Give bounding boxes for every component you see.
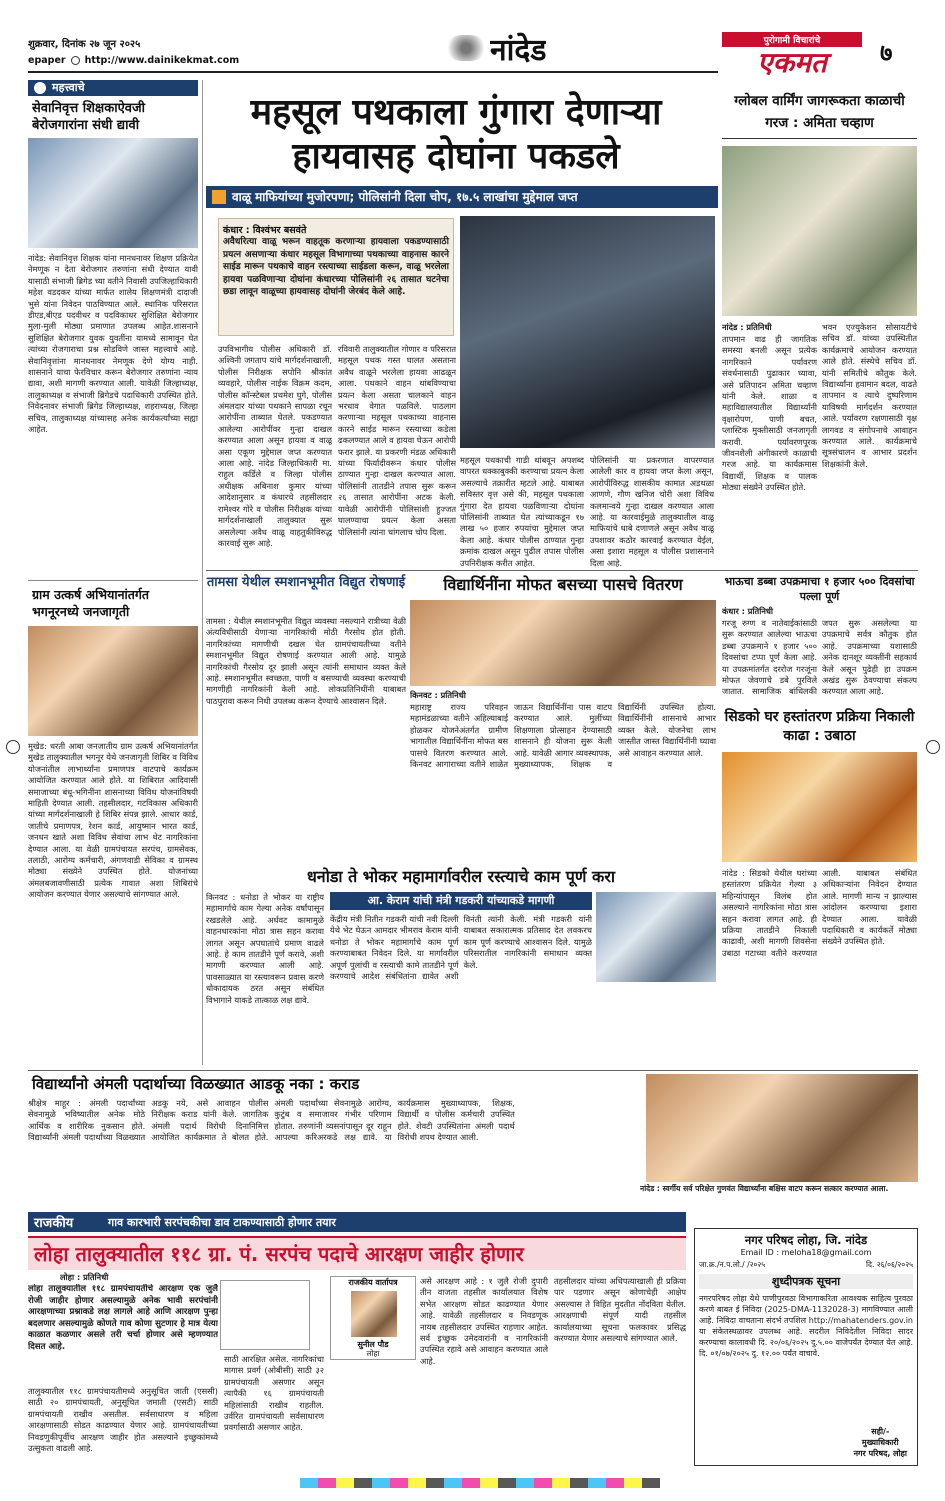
- rajkiya-intro: लोहा तालुक्यातील ११८ ग्रामपंचायतीचे आरक्षण एक जुलै रोजी जाहीर होणार असल्यामुळे अनेक भावी सरपंचांनी आरक्षणाच्या प्रश्नाकडे लक्ष लागले आहे आणि आरक्षण पुन्हा बदलणार असल्यामुळे कोणते गाव कोणा सुटणार हे मात्र येत्या काळात कळणार असले तरी चर्चा होणार असे म्हणण्यात दिसत आहे.: [28, 1284, 218, 1352]
- cidco-body: नांदेड : सिडको येथील घरांच्या हस्तांतरण प्रक्रियेत गेल्या ३ महिन्यांपासून विलंब होत असल्याने नागरिकांना मोठा त्रास सहन करावा लागत आहे. ही प्रक्रिया तातडीने निकाली काढावी, अशी मागणी शिवसेना उबाठा गटाच्या वतीने करण्यात आली. याबाबत संबंधित अधिकाऱ्यांना निवेदन देण्यात आले. मागणी मान्य न झाल्यास आंदोलन करण्याचा इशारा देण्यात आला. यावेळी पदाधिकारी व कार्यकर्ते मोठ्या संख्येने उपस्थित होते.: [722, 868, 917, 958]
- rajkiya-strip: [28, 1212, 686, 1232]
- students-story: [410, 574, 716, 862]
- notice-email: Email ID : meloha18@gmail.com: [740, 1248, 872, 1257]
- reporter-label: राजकीय वार्तापत्र: [348, 1278, 398, 1287]
- page-number: ७: [880, 39, 893, 67]
- left-story2-photo: [28, 626, 198, 736]
- lead-intro-box: [218, 218, 454, 336]
- students-title: विद्यार्थिनींना मोफत बसच्या पासचे वितरण: [443, 575, 683, 594]
- cidco-title: सिडको घर हस्तांतरण प्रक्रिया निकाली काढा : उबाठा: [724, 709, 915, 744]
- masthead-date: शुक्रवार, दिनांक २७ जून २०२५: [28, 39, 141, 50]
- right-top-story: [722, 90, 917, 555]
- cartoon-illustration: [220, 1280, 310, 1350]
- notice-sign2: मुख्याधिकारी: [861, 1438, 899, 1447]
- tamsa-title: तामसा येथील स्मशानभूमीत विद्युत रोषणाई: [206, 575, 406, 590]
- drugs-title: विद्यार्थ्यांनो अंमली पदार्थाच्या विळख्यात आडकू नका : कराड: [32, 1075, 360, 1093]
- rajkiya-tagline: गाव कारभारी सरपंचकीचा डाव टाकण्यासाठी होणार तयार: [108, 1216, 336, 1229]
- rajkiya-body3: असे आरक्षण आहे : १ जुलै रोजी दुपारी तीन वाजता तहसील कार्यालयात विशेष सभेत आरक्षण सोडत काढण्यात येणार आहे. यावेळी तहसीलदार व निवडणूक नायब तहसीलदार उपस्थित राहणार आहेत. सर्व इच्छुक उमेदवारांनी व नागरिकांनी उपस्थित रहावे असे आवाहन करण्यात आले आहे.: [420, 1276, 548, 1366]
- circle-arrow-icon: [34, 82, 46, 94]
- row2-rule: [206, 570, 918, 571]
- edition-name: नांदेड: [490, 33, 547, 68]
- brand-name: एकमत: [757, 46, 827, 79]
- students-photo: [410, 600, 716, 686]
- right-top-photo: [722, 146, 917, 316]
- gadkari-body: केंद्रीय मंत्री नितीन गडकरी यांची नवी दिल्ली येथे भेट घेऊन आमदार भीमराव केराम यांनी धनोडा ते भोकर महामार्गाचे काम पूर्ण करण्याबाबत निवेदन दिले. या मार्गावरील अपूर्ण पुलांची व रस्त्याची कामे तातडीने पूर्ण करण्याचे आदेश संबंधितांना द्यावेत अशी विनंती त्यांनी केली. मंत्री गडकरी यांनी याबाबत सकारात्मक प्रतिसाद देत लवकरच काम पूर्ण करण्याचे आश्वासन दिले. यामुळे परिसरातील नागरिकांनी समाधान व्यक्त केले.: [330, 914, 592, 982]
- masthead-emblem: [447, 35, 485, 61]
- rajkiya-dateline: लोहा : प्रतिनिधी: [60, 1272, 109, 1282]
- notice-sign3: नगर परिषद, लोहा: [853, 1449, 907, 1458]
- tender-notice: [694, 1228, 918, 1466]
- road-story: [206, 866, 716, 1066]
- lead-subhead-marker: [212, 190, 226, 204]
- lead-subhead: [206, 186, 718, 208]
- students-body: महाराष्ट्र राज्य परिवहन महामंडळाच्या वतीने अहिल्याबाई होळकर योजनेअंतर्गत ग्रामीण भागातील विद्यार्थिनींना मोफत बस पासचे वितरण करण्यात आले. किनवट आगाराच्या वतीने शाळेत जाऊन विद्यार्थिनींना पास वाटप करण्यात आले. मुलींच्या शिक्षणाला प्रोत्साहन देण्यासाठी शासनाने ही योजना सुरू केली आहे. यावेळी आगार व्यवस्थापक, मुख्याध्यापक, शिक्षक व विद्यार्थिनी उपस्थित होत्या. विद्यार्थिनींनी शासनाचे आभार व्यक्त केले. योजनेचा लाभ जास्तीत जास्त विद्यार्थिनींनी घ्यावा असे आवाहन करण्यात आले.: [410, 702, 716, 770]
- cycle-photo: [646, 1074, 918, 1182]
- rajkiya-headline-box: [28, 1236, 686, 1270]
- lead-dateline: कंधार : विश्वंभर बसवंते: [223, 225, 307, 236]
- bhau-dateline: कंधार : प्रतिनिधी: [722, 606, 774, 616]
- left-divider: [28, 580, 198, 581]
- bhau-title: भाऊचा डब्बा उपक्रमाचा १ हजार ५०० दिवसांचा पल्ला पूर्ण: [724, 575, 915, 603]
- row3-rule: [28, 1070, 918, 1071]
- notice-org: नगर परिषद लोहा, जि. नांदेड: [744, 1233, 868, 1247]
- drugs-body: श्रीक्षेत्र माहूर : अंमली पदार्थांच्या सेवनामुळे भविष्यातील अनेक मोठे आर्थिक व शारीरिक नुकसान होते. विद्यार्थ्यांनी अंमली पदार्थांच्या विळख्यात अडकू नये, असे आवाहन पोलीस निरीक्षक कराड यांनी केले. जागतिक अंमली पदार्थ विरोधी दिनानिमित्त आयोजित कार्यक्रमात ते बोलत होते. अंमली पदार्थांच्या सेवनामुळे आरोग्य, कुटुंब व समाजावर गंभीर परिणाम होतात. तरुणांनी व्यसनांपासून दूर राहून आपल्या करिअरकडे लक्ष द्यावे. या कार्यक्रमास मुख्याध्यापक, शिक्षक, विद्यार्थी व पोलीस कर्मचारी उपस्थित होते. शेवटी उपस्थितांना अंमली पदार्थ विरोधी शपथ देण्यात आली.: [28, 1098, 515, 1143]
- website-link[interactable]: http://www.dainikekmat.com: [84, 55, 240, 66]
- lead-photo: [460, 216, 715, 448]
- right-top-dateline: नांदेड : प्रतिनिधी: [722, 322, 772, 332]
- left-story2-title: ग्राम उत्कर्ष अभियानांतर्गत भगनूरनध्ये जनजागृती: [32, 587, 150, 619]
- cidco-photo: [722, 752, 917, 862]
- lead-headline: [206, 90, 706, 180]
- notice-sign1: सही/-: [871, 1427, 890, 1436]
- lead-headline-line1: महसूल पथकाला गुंगारा देणाऱ्या: [250, 91, 662, 133]
- color-registration-strip: [300, 1478, 660, 1488]
- brand-logo: [722, 32, 862, 84]
- road-body: किनवट : धनोडा ते भोकर या राष्ट्रीय महामार्गाचे काम गेल्या अनेक वर्षांपासून रखडलेले आहे. अर्धवट कामामुळे वाहनधारकांना मोठा त्रास सहन करावा लागत असून अपघातांचे प्रमाण वाढले आहे. हे काम तातडीने पूर्ण करावे, अशी मागणी करण्यात आली आहे. पावसाळ्यात या रस्त्यावरून प्रवास करणे धोकादायक ठरत असून संबंधित विभागाने याकडे तात्काळ लक्ष द्यावे.: [206, 892, 324, 1005]
- notice-ref-row: [699, 1260, 913, 1270]
- masthead-rule: [28, 71, 718, 73]
- left-column-separator: [202, 80, 203, 1065]
- left-story2-body: मुखेड: धरती आबा जनजातीय ग्राम उत्कर्ष अभियानांतर्गत मुखेड तालुक्यातील भगनूर येथे जनजागृती शिबिर व विविध योजनांतील लाभार्थ्यांना प्रमाणपत्र वाटपाचे कार्यक्रम आयोजित करण्यात आले होते. या शिबिरात आदिवासी समाजाच्या बंधू-भगिनींना शासनाच्या विविध योजनांविषयी माहिती देण्यात आली. तहसीलदार, गटविकास अधिकारी यांच्या मार्गदर्शनाखाली हे शिबिर संपन्न झाले. आधार कार्ड, जातीचे प्रमाणपत्र, रेशन कार्ड, आयुष्मान भारत कार्ड, जनधन खाते अशा विविध सेवांचा लाभ थेट नागरिकांना देण्यात आला. या वेळी ग्रामपंचायत सरपंच, ग्रामसेवक, तलाठी, आरोग्य कर्मचारी, अंगणवाडी सेविका व ग्रामस्थ मोठ्या संख्येने उपस्थित होते. योजनांच्या अंमलबजावणीसाठी प्रत्येक गावात अशा शिबिरांचे आयोजन करण्यात येणार असल्याचे सांगण्यात आले.: [28, 741, 198, 900]
- epaper-label: epaper: [28, 55, 66, 66]
- reporter-photo: [351, 1291, 397, 1337]
- bhau-body: गरजू रुग्ण व नातेवाईकांसाठी सुरू करण्यात आलेल्या भाऊचा डब्बा उपक्रमाने १ हजार ५०० दिवसांचा टप्पा पूर्ण केला आहे. या उपक्रमांतर्गत दररोज गरजूंना मोफत जेवणाचे डबे पुरविले जातात. सामाजिक बांधिलकी जपत सुरू असलेल्या या उपक्रमाचे सर्वत्र कौतुक होत आहे. उपक्रमाच्या यशासाठी अनेक दानशूर व्यक्तींनी सहकार्य केले असून पुढेही हा उपक्रम अखंड सुरू ठेवण्याचा संकल्प करण्यात आला आहे.: [722, 618, 917, 697]
- rajkiya-body1: तालुक्यातील ११८ ग्रामपंचायतीमध्ये अनुसूचित जाती (एससी) साठी २० ग्रामपंचायती, अनुसूचित जमाती (एसटी) साठी ग्रामपंचायती राखीव असतील. सर्वसाधारण व महिला आरक्षणासाठी सोडत काढण्यात येणार आहे. ग्रामपंचायतीच्या निवडणुकीपूर्वीच आरक्षण जाहीर होत असल्याने इच्छुकांमध्ये उत्सुकता वाढली आहे.: [28, 1386, 218, 1454]
- lead-body-col2: रविवारी तालुक्यातील गोणार व परिसरात महसूल पथक गस्त घालत असताना अवैध वाळूने भरलेला हायवा आढळून आला. पथकाने वाहन थांबविण्याचा प्रयत्न केला असता चालकाने वाहन भरधाव वेगात पळविले. पाठलाग करणाऱ्या महसूल पथकाच्या वाहनास कारने साईड मारून रस्त्याच्या कडेला ढकलण्यात आले व हायवा घेऊन आरोपी फरार झाले. या प्रकरणी मंडळ अधिकारी यांच्या फिर्यादीवरून कंधार पोलीस ठाण्यात गुन्हा दाखल करण्यात आला. पोलिसांनी तातडीने तपास सुरू करून २६ तासात आरोपींना अटक केली. यावेळी आरोपींनी पोलिसांशी हुज्जत घालण्याचा प्रयत्न केला असता पोलिसांनी त्यांना चांगलाच चोप दिला.: [338, 344, 456, 537]
- notice-signature: [854, 1426, 907, 1459]
- drugs-story: [28, 1074, 638, 1202]
- reporter-box: [330, 1276, 416, 1360]
- road-title: धनोडा ते भोकर महामार्गावरील रस्त्याचे काम पूर्ण करा: [306, 867, 616, 886]
- students-dateline: किनवट : प्रतिनिधी: [410, 690, 466, 700]
- cycle-caption: नांदेड : स्वर्गीय सर्व परिक्षेत गुणवंत विद्यार्थ्यांना बक्षिस वाटप करून सत्कार करण्यात आला.: [640, 1184, 889, 1193]
- left-column-header-label: महत्त्वाचे: [52, 81, 85, 94]
- masthead: [0, 0, 945, 88]
- lead-intro: अवैधरित्या वाळू भरून वाहतूक करणाऱ्या हायवाला पकडण्यासाठी प्रयत्न असणाऱ्या कंधार महसूल विभागाच्या पथकाच्या वाहनास कारने साईड मारून पथकाचे वाहन रस्त्याच्या साईडला करून, वाळू भरलेला हायवा पळविणाऱ्या दोघांना कंधारच्या पोलिसांनी २६ तासात घटनेचा छडा लावून वाळूच्या हायवासह दोघांनी जेरबंद केले आहे.: [223, 237, 449, 297]
- left-column-header: [28, 80, 198, 96]
- left-column: [28, 80, 198, 1060]
- masthead-url-row[interactable]: [28, 55, 288, 66]
- registration-mark-right: [926, 740, 940, 754]
- left-story1-photo: [28, 138, 198, 248]
- notice-title: शुध्दीपत्रक सूचना: [699, 1274, 913, 1289]
- lead-body-col3: महसूल पथकाची गाडी थांबवून अपशब्द वापरत धक्काबुक्की करण्याचा प्रयत्न केला असल्याचे तक्रारीत म्हटले आहे. याबाबत सविस्तर वृत्त असे की, महसूल पथकाला गुंगारा देत हायवा पळविणाऱ्या दोघांना पोलिसांनी ताब्यात घेत त्यांच्याकडून १७ लाख ५० हजार रुपयांचा मुद्देमाल जप्त केला आहे. कंधार पोलीस ठाण्यात गुन्हा क्रमांक दाखल असून पुढील तपास पोलीस उपनिरीक्षक करीत आहेत.: [460, 455, 584, 567]
- gadkari-photo: [596, 892, 716, 982]
- right-top-col1: तापमान वाढ ही जागतिक समस्या बनली असून प्रत्येक नागरिकाने पर्यावरण संवर्धनासाठी पुढाकार घ्यावा, असे प्रतिपादन अमिता चव्हाण यांनी केले. शाळा व महाविद्यालयातील विद्यार्थ्यांनी वृक्षारोपण, पाणी बचत, प्लास्टिक मुक्तीसाठी जनजागृती करावी. पर्यावरणपूरक जीवनशैली अंगीकारणे काळाची गरज आहे. या कार्यक्रमास विद्यार्थी, शिक्षक व पालक मोठ्या संख्येने उपस्थित होते.: [722, 334, 817, 493]
- rajkiya-label: राजकीय: [34, 1216, 74, 1231]
- lead-body-col4: पोलिसांनी या प्रकरणात वापरण्यात आलेली कार व हायवा जप्त केला असून, आरोपींविरुद्ध शासकीय कामात अडथळा आणणे, गौण खनिज चोरी अशा विविध कलमान्वये गुन्हा दाखल करण्यात आला आहे. या कारवाईमुळे तालुक्यातील वाळू माफियांचे धाबे दणाणले असून अवैध वाळू उपशावर कठोर कारवाई करण्यात येईल, असा इशारा महसूल व पोलीस प्रशासनाने दिला आहे.: [590, 455, 714, 567]
- lead-subhead-text: वाळू माफियांच्या मुजोरपणा; पोलिसांनी दिला चोप, १७.५ लाखांचा मुद्देमाल जप्त: [232, 190, 578, 204]
- cidco-story: [722, 708, 917, 1066]
- right-top-col2: भवन एज्युकेशन सोसायटीचे सचिव डॉ. यांच्या उपस्थितीत कार्यक्रमाचे आयोजन करण्यात आले होते. संस्थेचे सचिव डॉ. यांनी समितीचे कौतुक केले. विद्यार्थ्यांना हवामान बदल, वाढते तापमान व त्याचे दुष्परिणाम याविषयी मार्गदर्शन करण्यात आले. पर्यावरण रक्षणासाठी वृक्ष लागवड व संगोपनाचे आवाहन करण्यात आले. कार्यक्रमाचे सूत्रसंचालन व आभार प्रदर्शन शिक्षकांनी केले.: [822, 322, 917, 469]
- gadkari-title-box: [330, 892, 592, 910]
- reporter-place: लोहा: [366, 1349, 380, 1358]
- lead-body-col1: उपविभागीय पोलीस अधिकारी डॉ. अश्विनी जगताप यांचे मार्गदर्शनाखाली, पोलीस निरीक्षक सपोनि श्रीकांत व्यवहारे, पोलीस नाईक विक्रम कदम, पोलीस कॉन्स्टेबल प्रथमेश घुगे, पोलीस अंमलदार यांच्या पथकाने सापळा रचून आरोपींना ताब्यात घेतले. पकडण्यात आलेल्या आरोपींवर गुन्हा दाखल करण्यात आला असून हायवा व वाळू असा एकूण मुद्देमाल जप्त करण्यात आला आहे. नांदेड जिल्हाधिकारी मा. राहुल कर्डिले व जिल्हा पोलीस अधीक्षक अबिनाश कुमार यांच्या आदेशानुसार व कंधारचे तहसीलदार रामेश्वर गोरे व पोलीस निरीक्षक यांच्या मार्गदर्शनाखाली तालुक्यात सुरू असलेल्या अवैध वाळू वाहतुकीविरुद्ध कारवाई सुरू आहे.: [218, 344, 332, 548]
- reporter-name: सुनील पौड: [357, 1340, 389, 1349]
- rajkiya-headline: लोहा तालुक्यातील ११८ ग्रा. पं. सरपंच पदाचे आरक्षण जाहीर होणार: [34, 1242, 524, 1266]
- right-top-title: ग्लोबल वार्मिंग जागरूकता काळाची गरज : अमिता चव्हाण: [722, 90, 917, 139]
- notice-ref: जा.क्र./न.प.लो./ /२०२५: [699, 1260, 766, 1269]
- tamsa-body: तामसा : येथील स्मशानभूमीत विद्युत व्यवस्था नसल्याने रात्रीच्या वेळी अंत्यविधीसाठी येणाऱ्या नागरिकांची मोठी गैरसोय होत होती. नागरिकांच्या मागणीची दखल घेत ग्रामपंचायतीच्या वतीने स्मशानभूमीत विद्युत रोषणाई करण्यात आली आहे. यामुळे नागरिकांची गैरसोय दूर झाली असून त्यांनी समाधान व्यक्त केले आहे. स्मशानभूमीत स्वच्छता, पाणी व बसण्याची व्यवस्था करण्याची मागणीही नागरिकांनी केली आहे. लोकप्रतिनिधींनी याबाबत पाठपुरावा करून निधी उपलब्ध करून देण्याचे आश्वासन दिले.: [206, 616, 406, 706]
- brand-tagline: पुरोगामी विचारांचे: [722, 32, 862, 47]
- rajkiya-body2: साठी आरक्षित असेल. नागरिकांचा मागास प्रवर्ग (ओबीसी) साठी ३२ ग्रामपंचायती असणार असून त्यापैकी १६ ग्रामपंचायती महिलांसाठी राखीव राहतील. उर्वरित ग्रामपंचायती सर्वसाधारण प्रवर्गासाठी असणार आहेत.: [224, 1354, 324, 1433]
- tamsa-story: [206, 574, 406, 862]
- rajkiya-body4: तहसीलदार यांच्या अधिपत्याखाली ही प्रक्रिया पार पडणार असून कोणाचेही आक्षेप असल्यास ते विहित मुदतीत नोंदविता येतील. आरक्षणाची संपूर्ण यादी तहसील कार्यालयाच्या सूचना फलकावर प्रसिद्ध करण्यात येणार असल्याचे सांगण्यात आले.: [554, 1276, 686, 1344]
- lead-headline-line2: हायवासह दोघांना पकडले: [292, 135, 620, 177]
- left-story1-title: सेवानिवृत्त शिक्षकाऐवजी बेरोजगारांना संधी द्यावी: [32, 101, 146, 133]
- bhau-story: [722, 574, 917, 704]
- left-story1-body: नांदेड: सेवानिवृत्त शिक्षक यांना मानधनावर शिक्षण प्रक्रियेत नेमणूक न देता बेरोजगार तरुणांना संधी देण्यात यावी यासाठी संभाजी ब्रिगेड च्या वतीने निवासी उपजिल्हाधिकारी महेश वडदकर यांच्या मार्फत शालेय शिक्षणमंत्री दादाजी भुसे यांना निवेदन पाठविण्यात आले. स्थानिक परिसरात डीएड,बीएड पदवीधर व पदविकाधर सुशिक्षित बेरोजगार मुला-मुली मोठ्या प्रमाणात उपलब्ध आहेत.शासनाने सुशिक्षित बेरोजगार युवक युवतींना यामध्ये सामावून घेत त्यांच्या रोजगाराचा प्रश्न सोडविणे जास्त महत्त्वाचे आहे. सेवानिवृत्तांना मानधनावर नेमणूक देणे योग्य नाही. शासनाने याचा फेरविचार करून बेरोजगार तरुणांना न्याय द्यावा, अशी मागणी करण्यात आली. यावेळी जिल्हाध्यक्ष, तालुकाध्यक्ष व संभाजी ब्रिगेडचे पदाधिकारी उपस्थित होते. निवेदनावर संभाजी ब्रिगेड जिल्हाध्यक्ष, शहराध्यक्ष, जिल्हा सचिव, तालुकाध्यक्ष यांच्यासह अनेक कार्यकर्त्यांच्या सह्या आहेत.: [28, 253, 198, 435]
- rajkiya-intro-box: [28, 1284, 218, 1382]
- notice-body: नगरपरिषद लोहा येथे पाणीपुरवठा विभागाकरिता आवश्यक साहित्य पुरवठा करणे बाबत ई निविदा (2025-DMA-1132028-3) मागविण्यात आली आहे. निविदा वाचताना संदर्भ तपशिल http://mahatenders.gov.in या संकेतस्थळावर उपलब्ध आहे. सदरील निविदेतील निविदा सादर करण्याचा कालावधी दि. २०/०६/२०२५ दु.५.०० वाजेपर्यंत देण्यात येत आहे. दि. ०१/०७/२०२५ दु. १२.०० पर्यंत वाचावे.: [699, 1294, 913, 1358]
- registration-mark-left: [6, 740, 20, 754]
- gadkari-title: आ. केराम यांची मंत्री गडकरी यांच्याकडे मागणी: [367, 894, 555, 907]
- notice-date: दि. २६/०६/२०२५: [866, 1260, 913, 1269]
- globe-icon: [71, 56, 80, 65]
